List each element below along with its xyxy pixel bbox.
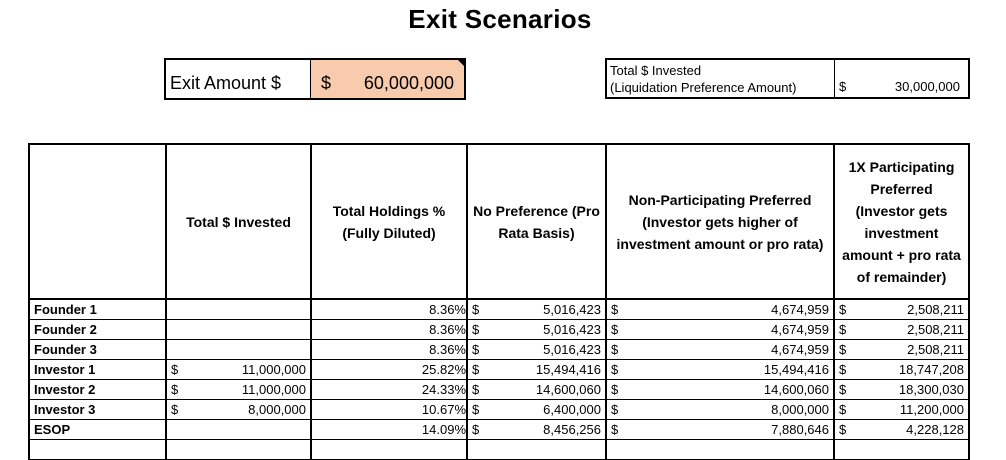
- table-row: [29, 399, 969, 419]
- currency-symbol: $: [472, 321, 480, 337]
- holdings-cell[interactable]: 8.36%: [311, 299, 467, 319]
- no-pref-value: 5,016,423: [543, 301, 601, 317]
- row-name-cell[interactable]: ESOP: [29, 419, 166, 439]
- total-invested-currency: $: [839, 79, 847, 94]
- table-row: [29, 419, 969, 439]
- total-invested-value: 30,000,000: [894, 79, 960, 94]
- part-value: 2,508,211: [907, 301, 964, 317]
- no-pref-value: 15,494,416: [535, 361, 601, 377]
- row-name-cell[interactable]: Founder 2: [29, 319, 166, 339]
- total-invested-label: [607, 60, 835, 97]
- exit-amount-currency: $: [321, 73, 332, 93]
- non-part-value: 4,674,959: [771, 301, 829, 317]
- invested-money: [167, 362, 310, 377]
- no-pref-value: 6,400,000: [543, 401, 601, 417]
- currency-symbol: $: [839, 301, 847, 317]
- page-title: Exit Scenarios: [408, 4, 592, 34]
- part-cell[interactable]: [834, 299, 969, 319]
- non-part-value: 14,600,060: [763, 381, 829, 397]
- currency-symbol: $: [839, 321, 847, 337]
- currency-symbol: $: [611, 321, 619, 337]
- no-pref-cell[interactable]: [467, 299, 606, 319]
- currency-symbol: $: [472, 341, 480, 357]
- invested-cell[interactable]: [166, 299, 311, 319]
- invested-cell[interactable]: [166, 319, 311, 339]
- part-cell[interactable]: [834, 359, 969, 379]
- part-value: 11,200,000: [899, 401, 964, 417]
- non-part-money: [607, 402, 833, 417]
- no-pref-money: [468, 422, 605, 437]
- total-invested-label-line1: Total $ Invested: [610, 63, 702, 78]
- no-pref-cell[interactable]: [467, 339, 606, 359]
- table-row: [29, 379, 969, 399]
- total-invested-cell[interactable]: [835, 60, 968, 97]
- non-part-money: [607, 362, 833, 377]
- table-header-row: [29, 144, 969, 299]
- invested-cell[interactable]: [166, 359, 311, 379]
- cell-comment-indicator-icon: [458, 60, 464, 66]
- part-cell[interactable]: [834, 339, 969, 359]
- non-part-value: 15,494,416: [763, 361, 829, 377]
- non-part-value: 7,880,646: [771, 421, 829, 437]
- total-invested-label-line2: (Liquidation Preference Amount): [610, 80, 797, 95]
- exit-amount-box: [164, 58, 466, 100]
- invested-cell[interactable]: [166, 339, 311, 359]
- currency-symbol: $: [171, 401, 179, 417]
- currency-symbol: $: [611, 421, 619, 437]
- table-row: [29, 339, 969, 359]
- invested-money: [167, 402, 310, 417]
- currency-symbol: $: [171, 381, 179, 397]
- row-name-cell[interactable]: Founder 3: [29, 339, 166, 359]
- non-part-cell[interactable]: [606, 319, 834, 339]
- empty-cell[interactable]: [29, 439, 166, 459]
- empty-cell[interactable]: [311, 439, 467, 459]
- table-row: [29, 359, 969, 379]
- no-pref-cell[interactable]: [467, 359, 606, 379]
- currency-symbol: $: [611, 401, 619, 417]
- currency-symbol: $: [839, 421, 847, 437]
- non-part-cell[interactable]: [606, 299, 834, 319]
- currency-symbol: $: [611, 361, 619, 377]
- no-pref-money: [468, 402, 605, 417]
- empty-cell[interactable]: [166, 439, 311, 459]
- part-cell[interactable]: [834, 419, 969, 439]
- header-no-preference: No Preference (Pro Rata Basis): [467, 144, 606, 299]
- part-cell[interactable]: [834, 379, 969, 399]
- currency-symbol: $: [472, 301, 480, 317]
- currency-symbol: $: [171, 361, 179, 377]
- no-pref-cell[interactable]: [467, 319, 606, 339]
- header-name: [29, 144, 166, 299]
- no-pref-value: 14,600,060: [535, 381, 601, 397]
- holdings-cell[interactable]: 25.82%: [311, 359, 467, 379]
- header-participating: 1X Participating Preferred (Investor gets investment amount + pro rata of remainder): [834, 144, 969, 299]
- exit-amount-input[interactable]: [311, 60, 464, 98]
- no-pref-value: 8,456,256: [543, 421, 601, 437]
- invested-cell[interactable]: [166, 399, 311, 419]
- holdings-cell[interactable]: 8.36%: [311, 339, 467, 359]
- non-part-value: 8,000,000: [771, 401, 829, 417]
- non-part-money: [607, 422, 833, 437]
- non-part-money: [607, 322, 833, 337]
- exit-amount-label: Exit Amount $: [166, 60, 311, 98]
- part-value: 2,508,211: [907, 321, 964, 337]
- table-row: [29, 319, 969, 339]
- empty-cell[interactable]: [834, 439, 969, 459]
- empty-cell[interactable]: [606, 439, 834, 459]
- header-total-holdings: Total Holdings % (Fully Diluted): [311, 144, 467, 299]
- currency-symbol: $: [839, 381, 847, 397]
- header-non-participating: Non-Participating Preferred (Investor gets higher of investment amount or pro rata): [606, 144, 834, 299]
- non-part-cell[interactable]: [606, 399, 834, 419]
- part-money: [835, 402, 968, 417]
- currency-symbol: $: [611, 381, 619, 397]
- non-part-money: [607, 342, 833, 357]
- no-pref-cell[interactable]: [467, 399, 606, 419]
- currency-symbol: $: [472, 361, 480, 377]
- no-pref-money: [468, 342, 605, 357]
- invested-value: 11,000,000: [241, 381, 306, 397]
- part-value: 4,228,128: [906, 421, 964, 437]
- no-pref-money: [468, 302, 605, 317]
- part-money: [835, 362, 968, 377]
- non-part-cell[interactable]: [606, 359, 834, 379]
- non-part-cell[interactable]: [606, 419, 834, 439]
- part-value: 18,747,208: [898, 361, 964, 377]
- part-money: [835, 302, 968, 317]
- non-part-value: 4,674,959: [771, 341, 829, 357]
- currency-symbol: $: [839, 401, 847, 417]
- part-cell[interactable]: [834, 319, 969, 339]
- row-name-cell[interactable]: Investor 3: [29, 399, 166, 419]
- invested-money: [167, 382, 310, 397]
- total-invested-box: [605, 58, 970, 99]
- empty-cell[interactable]: [467, 439, 606, 459]
- no-pref-cell[interactable]: [467, 419, 606, 439]
- non-part-money: [607, 382, 833, 397]
- currency-symbol: $: [839, 341, 847, 357]
- part-money: [835, 422, 968, 437]
- no-pref-money: [468, 362, 605, 377]
- table-row: [29, 299, 969, 319]
- part-money: [835, 382, 968, 397]
- holdings-cell[interactable]: 24.33%: [311, 379, 467, 399]
- part-cell[interactable]: [834, 399, 969, 419]
- invested-value: 11,000,000: [241, 361, 306, 377]
- currency-symbol: $: [611, 301, 619, 317]
- no-pref-cell[interactable]: [467, 379, 606, 399]
- non-part-value: 4,674,959: [771, 321, 829, 337]
- non-part-money: [607, 302, 833, 317]
- invested-cell[interactable]: [166, 379, 311, 399]
- part-money: [835, 322, 968, 337]
- table-row-empty: [29, 439, 969, 459]
- holdings-cell[interactable]: 8.36%: [311, 319, 467, 339]
- currency-symbol: $: [839, 361, 847, 377]
- currency-symbol: $: [611, 341, 619, 357]
- no-pref-value: 5,016,423: [543, 341, 601, 357]
- non-part-cell[interactable]: [606, 339, 834, 359]
- no-pref-money: [468, 322, 605, 337]
- no-pref-value: 5,016,423: [543, 321, 601, 337]
- invested-cell[interactable]: [166, 419, 311, 439]
- row-name-cell[interactable]: Investor 2: [29, 379, 166, 399]
- part-value: 2,508,211: [907, 341, 964, 357]
- currency-symbol: $: [472, 421, 480, 437]
- holdings-cell[interactable]: 14.09%: [311, 419, 467, 439]
- part-money: [835, 342, 968, 357]
- exit-amount-value: 60,000,000: [363, 73, 454, 93]
- holdings-cell[interactable]: 10.67%: [311, 399, 467, 419]
- non-part-cell[interactable]: [606, 379, 834, 399]
- invested-value: 8,000,000: [248, 401, 306, 417]
- exit-scenarios-table: [28, 143, 970, 460]
- part-value: 18,300,030: [898, 381, 964, 397]
- row-name-cell[interactable]: Investor 1: [29, 359, 166, 379]
- header-total-invested: Total $ Invested: [166, 144, 311, 299]
- currency-symbol: $: [472, 381, 480, 397]
- no-pref-money: [468, 382, 605, 397]
- currency-symbol: $: [472, 401, 480, 417]
- row-name-cell[interactable]: Founder 1: [29, 299, 166, 319]
